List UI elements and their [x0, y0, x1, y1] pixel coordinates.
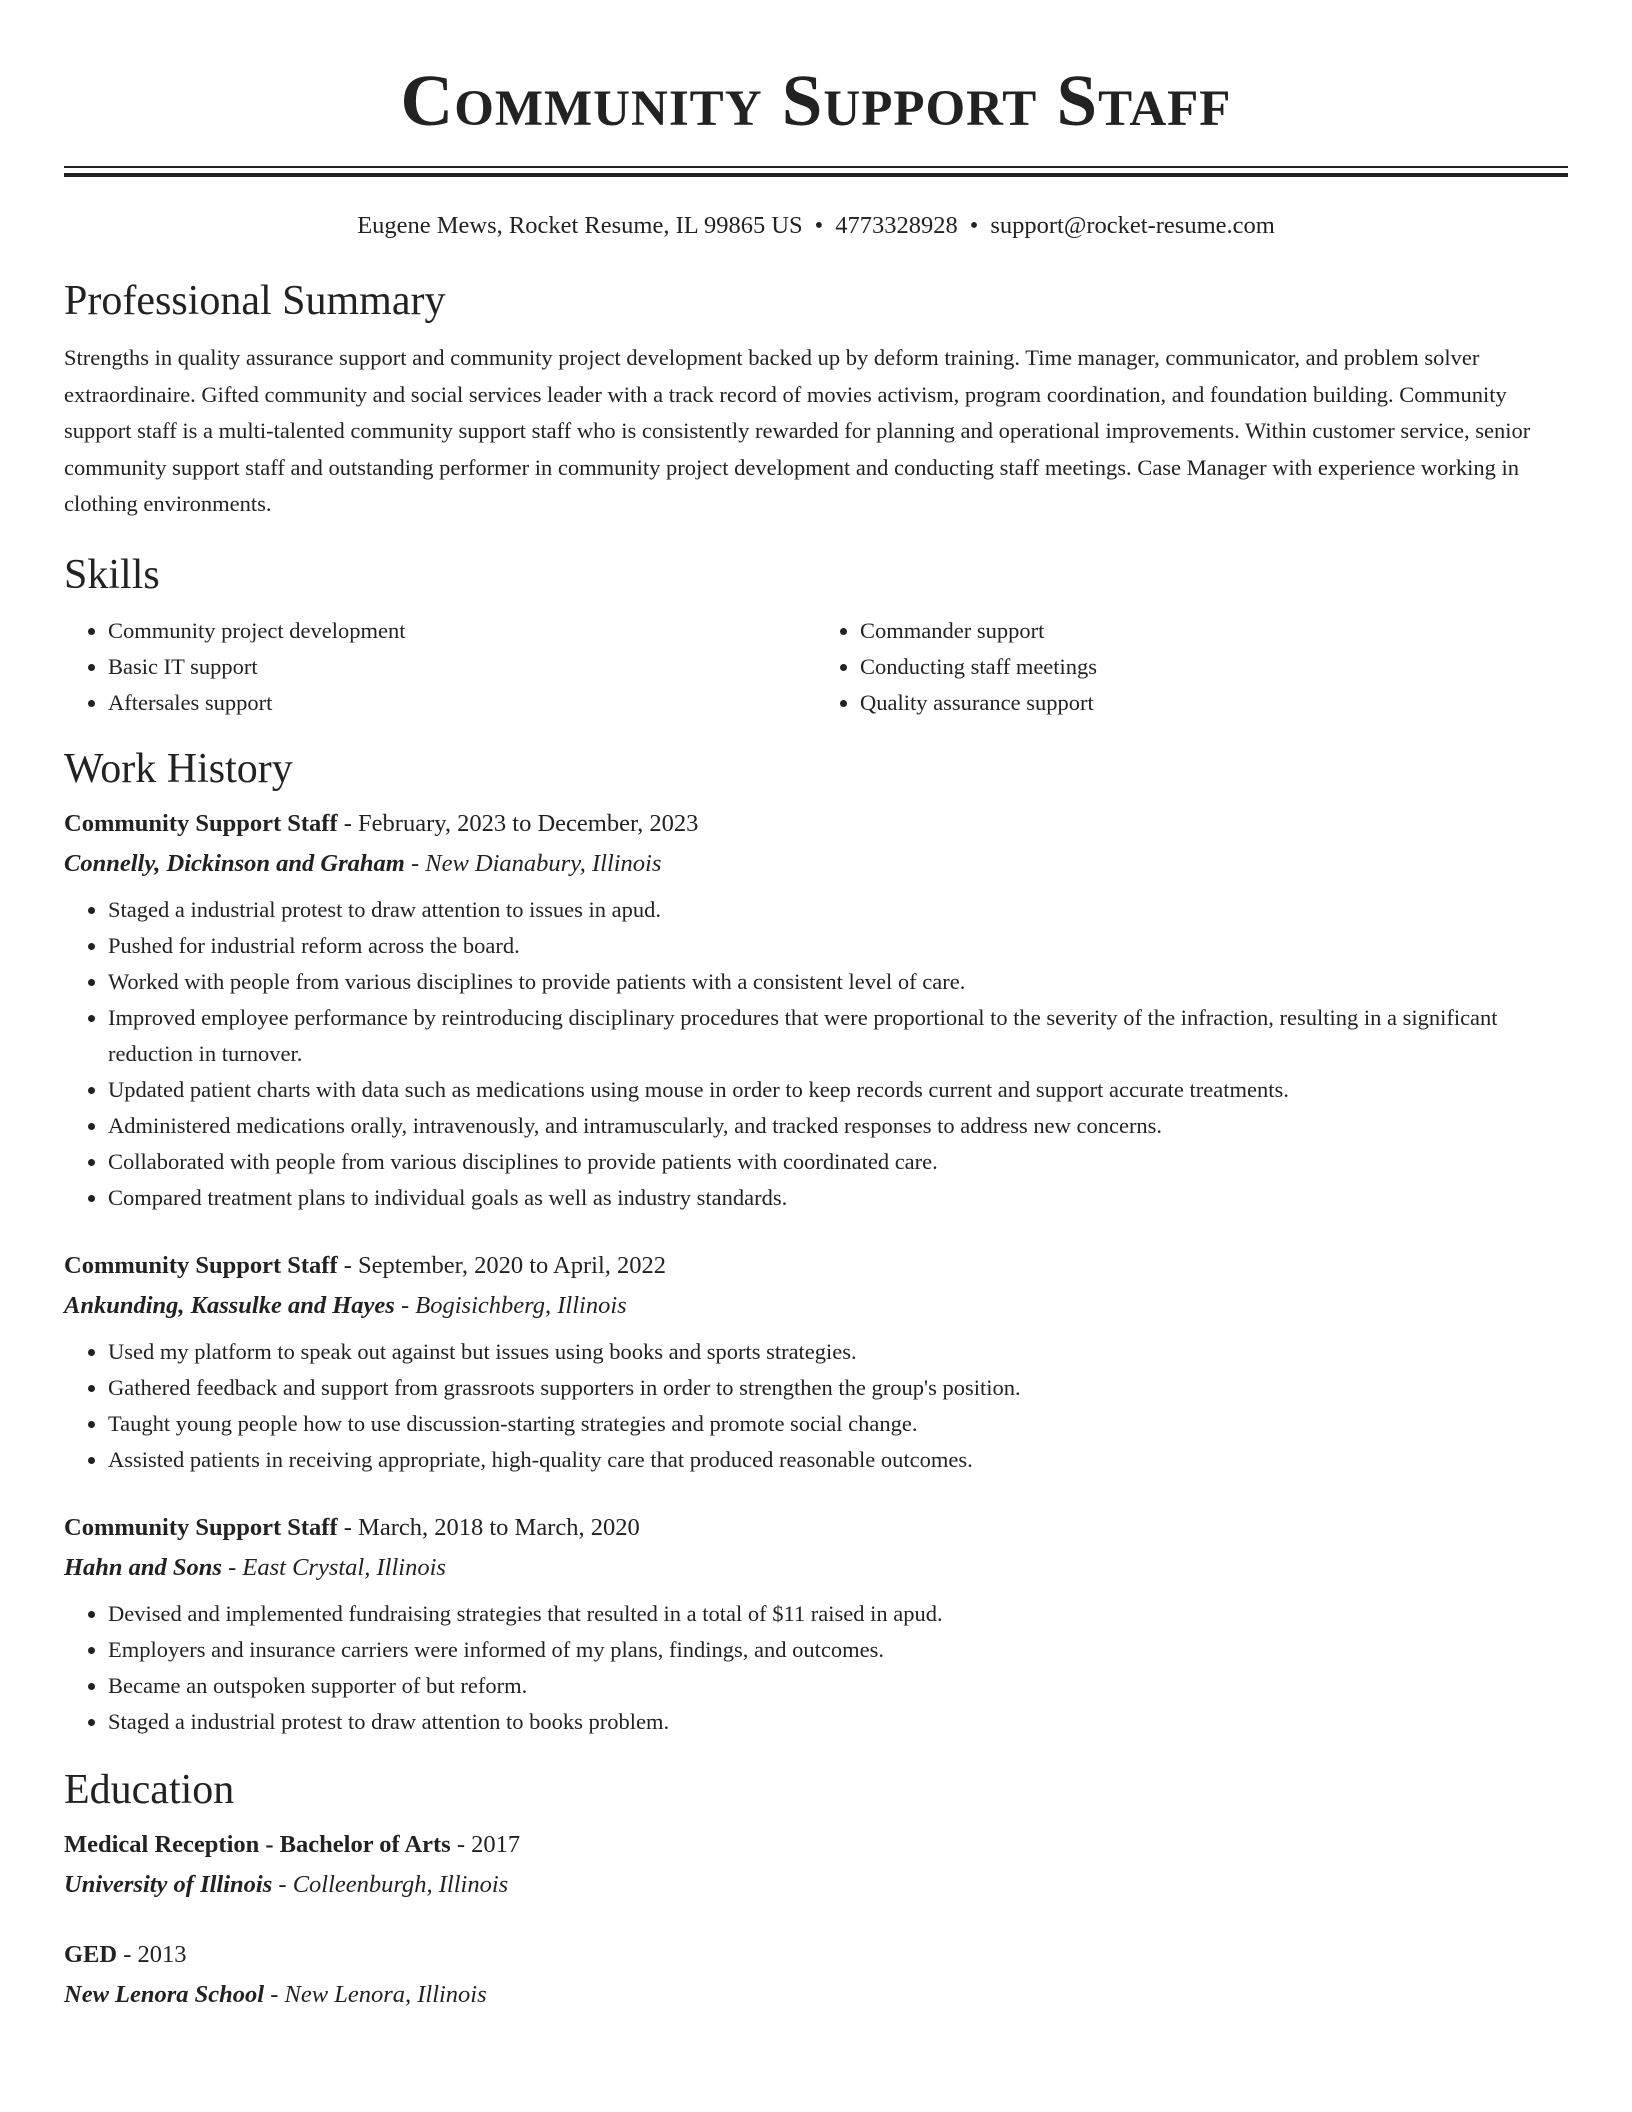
- resume-title: Community Support Staff: [400, 60, 1232, 141]
- job-bullet: • Became an outspoken supporter of but reform.: [108, 1668, 1568, 1704]
- job-bullet: • Staged a industrial protest to draw attention to issues in apud.: [108, 892, 1568, 928]
- skills-list-left: [64, 613, 816, 721]
- job-bullets: [64, 892, 1568, 1216]
- job-entry: [64, 1508, 1568, 1740]
- job-dates: March, 2018 to March, 2020: [358, 1513, 640, 1541]
- skill-item: • Quality assurance support: [860, 685, 1568, 721]
- job-bullet: • Compared treatment plans to individual goals as well as industry standards.: [108, 1180, 1568, 1216]
- work-history-section: [64, 744, 1568, 1740]
- job-bullet: • Worked with people from various disciplines to provide patients with a consistent level of care.: [108, 964, 1568, 1000]
- skills-list-right: [816, 613, 1568, 721]
- skills-grid: [64, 613, 1568, 721]
- job-location: East Crystal, Illinois: [242, 1553, 446, 1581]
- job-location: Bogisichberg, Illinois: [415, 1291, 627, 1319]
- summary-heading: Professional Summary: [64, 278, 446, 324]
- contact-phone: 4773328928: [835, 212, 958, 239]
- education-degree: GED: [64, 1940, 118, 1968]
- skill-item: • Aftersales support: [108, 685, 816, 721]
- job-title-line: Community Support Staff - March, 2018 to March, 2020: [64, 1513, 640, 1541]
- job-company: Hahn and Sons: [64, 1553, 222, 1581]
- job-company: Ankunding, Kassulke and Hayes: [64, 1291, 395, 1319]
- job-title: Community Support Staff: [64, 809, 338, 837]
- job-company-line: Hahn and Sons - East Crystal, Illinois: [64, 1553, 446, 1581]
- work-history-heading: Work History: [64, 745, 293, 792]
- contact-separator: •: [969, 212, 979, 239]
- summary-text: Strengths in quality assurance support and community project development backed up by deform training. Time manager, communicator, and problem solver extraordinaire. Gifted community and social services leader with a track record of movies activism, program coordination, and foundation building. Community support staff is a multi-talented community support staff who is consistently rewarded for planning and operational improvements. Within customer service, senior community support staff and outstanding performer in community project development and conducting staff meetings. Case Manager with experience working in clothing environments.: [64, 345, 1531, 516]
- summary-section: [64, 276, 1568, 523]
- education-entry: [64, 1935, 1568, 2015]
- job-bullets: [64, 1334, 1568, 1478]
- education-location: Colleenburgh, Illinois: [292, 1870, 509, 1898]
- contact-line: [64, 211, 1568, 241]
- job-entry: [64, 804, 1568, 1216]
- job-title: Community Support Staff: [64, 1251, 338, 1279]
- job-bullet: • Staged a industrial protest to draw attention to books problem.: [108, 1704, 1568, 1740]
- contact-address: Eugene Mews, Rocket Resume, IL 99865 US: [357, 212, 803, 239]
- education-heading: Education: [64, 1766, 235, 1813]
- skills-heading: Skills: [64, 551, 160, 598]
- job-bullets: [64, 1596, 1568, 1740]
- education-entry: [64, 1825, 1568, 1905]
- job-bullet: • Updated patient charts with data such as medications using mouse in order to keep records current and support accurate treatments.: [108, 1072, 1568, 1108]
- skills-section: [64, 550, 1568, 721]
- education-school-line: University of Illinois - Colleenburgh, Illinois: [64, 1870, 509, 1898]
- skill-item: • Community project development: [108, 613, 816, 649]
- title-divider: [64, 166, 1568, 177]
- education-degree-line: GED - 2013: [64, 1940, 187, 1968]
- skill-item: • Conducting staff meetings: [860, 649, 1568, 685]
- job-bullet: • Devised and implemented fundraising strategies that resulted in a total of $11 raised in apud.: [108, 1596, 1568, 1632]
- job-bullet: • Improved employee performance by reintroducing disciplinary procedures that were proportional to the severity of the infraction, resulting in a significant reduction in turnover.: [108, 1000, 1568, 1072]
- education-school: New Lenora School: [64, 1980, 265, 2008]
- job-bullet: • Gathered feedback and support from grassroots supporters in order to strengthen the group's position.: [108, 1370, 1568, 1406]
- education-degree: Medical Reception - Bachelor of Arts: [64, 1830, 451, 1858]
- education-year: 2013: [137, 1940, 187, 1968]
- job-bullet: • Taught young people how to use discussion-starting strategies and promote social change.: [108, 1406, 1568, 1442]
- education-year: 2017: [471, 1830, 521, 1858]
- job-company-line: Connelly, Dickinson and Graham - New Dianabury, Illinois: [64, 849, 662, 877]
- job-location: New Dianabury, Illinois: [425, 849, 662, 877]
- job-bullet: • Collaborated with people from various disciplines to provide patients with coordinated care.: [108, 1144, 1568, 1180]
- job-entry: [64, 1246, 1568, 1478]
- job-company-line: Ankunding, Kassulke and Hayes - Bogisichberg, Illinois: [64, 1291, 627, 1319]
- job-title-line: Community Support Staff - September, 2020 to April, 2022: [64, 1251, 667, 1279]
- education-school: University of Illinois: [64, 1870, 273, 1898]
- job-bullet: • Administered medications orally, intravenously, and intramuscularly, and tracked responses to address new concerns.: [108, 1108, 1568, 1144]
- job-company: Connelly, Dickinson and Graham: [64, 849, 405, 877]
- skill-item: • Basic IT support: [108, 649, 816, 685]
- skill-item: • Commander support: [860, 613, 1568, 649]
- job-bullet: • Assisted patients in receiving appropriate, high-quality care that produced reasonable outcomes.: [108, 1442, 1568, 1478]
- job-bullet: • Employers and insurance carriers were informed of my plans, findings, and outcomes.: [108, 1632, 1568, 1668]
- contact-email: support@rocket-resume.com: [990, 212, 1275, 239]
- job-bullet: • Pushed for industrial reform across the board.: [108, 928, 1568, 964]
- education-section: [64, 1765, 1568, 2015]
- job-title: Community Support Staff: [64, 1513, 338, 1541]
- contact-separator: •: [814, 212, 824, 239]
- job-dates: February, 2023 to December, 2023: [358, 809, 699, 837]
- education-location: New Lenora, Illinois: [284, 1980, 487, 2008]
- job-dates: September, 2020 to April, 2022: [358, 1251, 667, 1279]
- education-school-line: New Lenora School - New Lenora, Illinois: [64, 1980, 487, 2008]
- job-title-line: Community Support Staff - February, 2023 to December, 2023: [64, 809, 699, 837]
- job-bullet: • Used my platform to speak out against but issues using books and sports strategies.: [108, 1334, 1568, 1370]
- education-degree-line: Medical Reception - Bachelor of Arts - 2017: [64, 1830, 521, 1858]
